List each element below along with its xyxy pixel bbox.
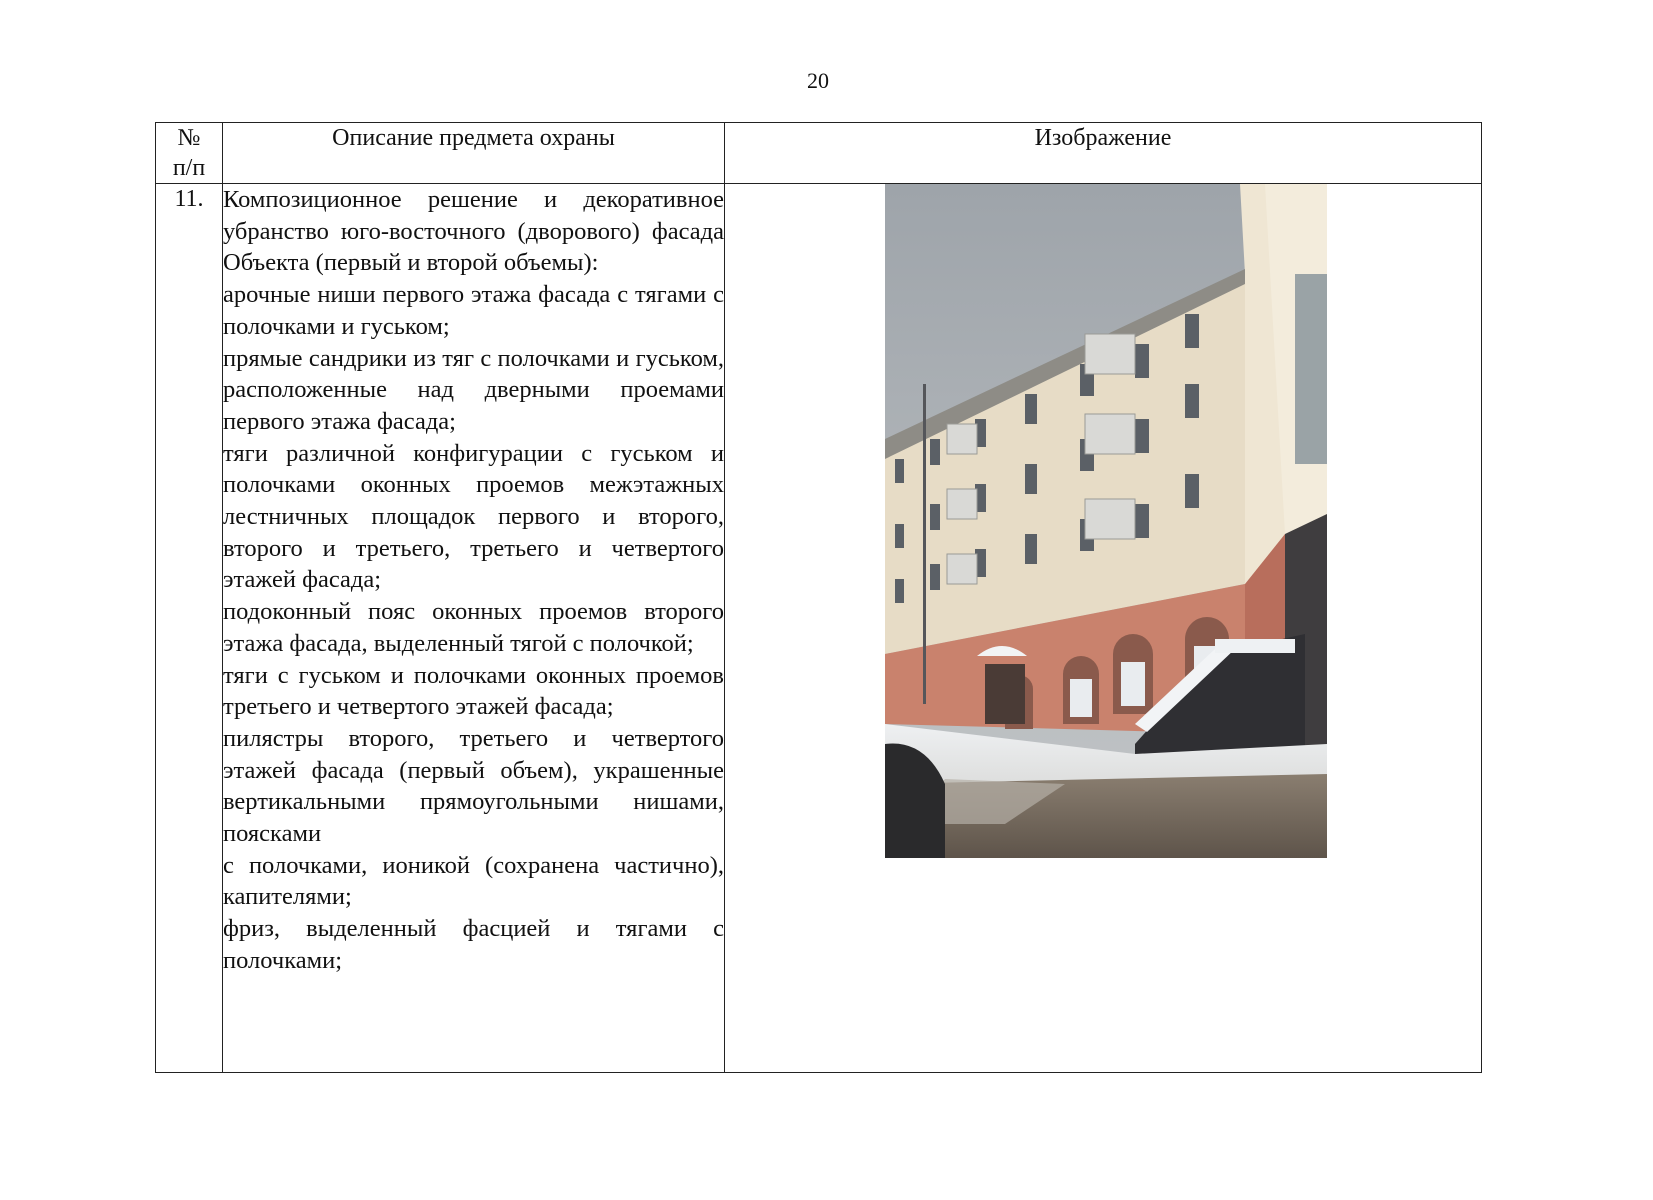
header-image: Изображение bbox=[725, 123, 1482, 184]
image-cell bbox=[725, 184, 1482, 1073]
description-paragraph: арочные ниши первого этажа фасада с тягами с полочками и гуськом; bbox=[223, 281, 724, 340]
description-paragraph: пилястры второго, третьего и четвертого этажей фасада (первый объем), украшенные вертикальными прямоугольными нишами, поясками bbox=[223, 724, 724, 848]
description-paragraph: прямые сандрики из тяг с полочками и гуськом, расположенные над дверными проемами первого этажа фасада; bbox=[223, 344, 724, 435]
header-description: Описание предмета охраны bbox=[223, 123, 725, 184]
header-number-abbr: п/п bbox=[172, 155, 206, 181]
protection-subject-table bbox=[155, 122, 1482, 1073]
table-header-row bbox=[156, 123, 1482, 184]
description-paragraph: тяги различной конфигурации с гуськом и полочками оконных проемов межэтажных лестничных площадок первого и второго, второго и третьего, третьего и четвертого этажей фасада; bbox=[223, 439, 724, 594]
description-paragraph: подоконный пояс оконных проемов второго этажа фасада, выделенный тягой с полочкой; bbox=[223, 598, 724, 657]
description-cell bbox=[223, 184, 725, 1073]
description-paragraph: Композиционное решение и декоративное убранство юго-восточного (дворового) фасада Объекта (первый и второй объемы): bbox=[223, 186, 724, 277]
description-paragraph: фриз, выделенный фасцией и тягами с полочками; bbox=[223, 915, 724, 974]
page-number: 20 bbox=[807, 68, 829, 93]
header-number bbox=[156, 123, 223, 184]
table-row bbox=[156, 184, 1482, 1073]
description-paragraph: тяги с гуськом и полочками оконных проемов третьего и четвертого этажей фасада; bbox=[223, 661, 724, 721]
header-number-symbol: № bbox=[177, 125, 201, 151]
row-number: 11. bbox=[156, 184, 223, 1073]
description-paragraph: с полочками, ионикой (сохранена частично), капителями; bbox=[223, 851, 724, 911]
building-facade-photo bbox=[885, 184, 1327, 858]
